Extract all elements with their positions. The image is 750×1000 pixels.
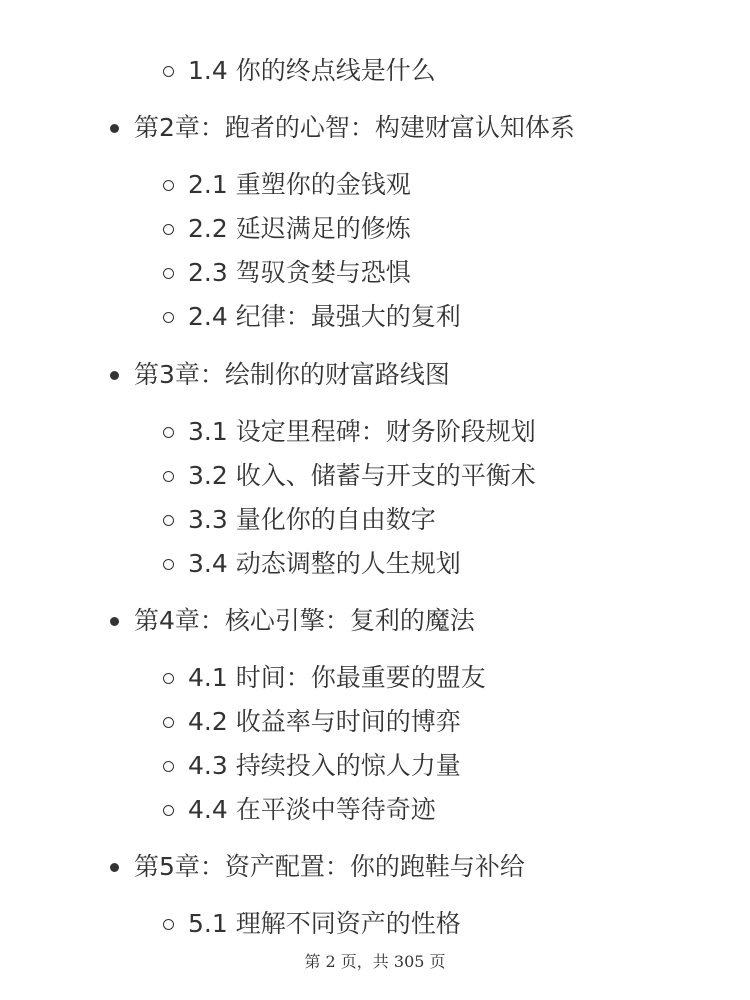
hollow-bullet-icon: [163, 180, 174, 191]
toc-chapter-4: [134, 606, 475, 636]
toc-section-label: 4.3 持续投入的惊人力量: [188, 751, 461, 780]
toc-section-label: 2.3 驾驭贪婪与恐惧: [188, 258, 411, 287]
hollow-bullet-icon: [163, 717, 174, 728]
toc-section-label: 2.1 重塑你的金钱观: [188, 170, 411, 199]
hollow-bullet-icon: [163, 673, 174, 684]
toc-section-1-4: [188, 56, 436, 86]
toc-section-label: 1.4 你的终点线是什么: [188, 56, 436, 85]
page-number-footer: 第 2 页，共 305 页: [304, 952, 446, 971]
toc-section-label: 3.1 设定里程碑：财务阶段规划: [188, 417, 536, 446]
toc-section-label: 4.4 在平淡中等待奇迹: [188, 795, 436, 824]
toc-section-3-2: [188, 461, 536, 491]
toc-section-4-3: [188, 751, 461, 781]
toc-section-label: 2.2 延迟满足的修炼: [188, 214, 411, 243]
toc-section-3-4: [188, 549, 461, 579]
toc-section-label: 4.1 时间：你最重要的盟友: [188, 663, 486, 692]
toc-section-4-2: [188, 707, 461, 737]
toc-section-4-4: [188, 795, 436, 825]
filled-bullet-icon: [110, 371, 119, 380]
toc-section-label: 2.4 纪律：最强大的复利: [188, 302, 461, 331]
toc-chapter-2: [134, 113, 575, 143]
filled-bullet-icon: [110, 617, 119, 626]
hollow-bullet-icon: [163, 559, 174, 570]
filled-bullet-icon: [110, 124, 119, 133]
toc-chapter-label: 第4章：核心引擎：复利的魔法: [134, 606, 475, 635]
hollow-bullet-icon: [163, 312, 174, 323]
toc-section-3-3: [188, 505, 436, 535]
toc-chapter-5: [134, 852, 525, 882]
toc-section-3-1: [188, 417, 536, 447]
toc-section-label: 3.2 收入、储蓄与开支的平衡术: [188, 461, 536, 490]
toc-section-4-1: [188, 663, 486, 693]
filled-bullet-icon: [110, 863, 119, 872]
hollow-bullet-icon: [163, 919, 174, 930]
hollow-bullet-icon: [163, 224, 174, 235]
hollow-bullet-icon: [163, 268, 174, 279]
toc-section-2-3: [188, 258, 411, 288]
toc-chapter-3: [134, 360, 450, 390]
toc-section-label: 4.2 收益率与时间的博弈: [188, 707, 461, 736]
toc-chapter-label: 第5章：资产配置：你的跑鞋与补给: [134, 852, 525, 881]
toc-section-label: 3.4 动态调整的人生规划: [188, 549, 461, 578]
toc-section-5-1: [188, 909, 461, 939]
toc-section-2-4: [188, 302, 461, 332]
toc-chapter-label: 第3章：绘制你的财富路线图: [134, 360, 450, 389]
hollow-bullet-icon: [163, 471, 174, 482]
hollow-bullet-icon: [163, 761, 174, 772]
toc-section-2-2: [188, 214, 411, 244]
toc-chapter-label: 第2章：跑者的心智：构建财富认知体系: [134, 113, 575, 142]
hollow-bullet-icon: [163, 427, 174, 438]
hollow-bullet-icon: [163, 66, 174, 77]
hollow-bullet-icon: [163, 515, 174, 526]
toc-section-label: 5.1 理解不同资产的性格: [188, 909, 461, 938]
toc-section-2-1: [188, 170, 411, 200]
toc-section-label: 3.3 量化你的自由数字: [188, 505, 436, 534]
hollow-bullet-icon: [163, 805, 174, 816]
